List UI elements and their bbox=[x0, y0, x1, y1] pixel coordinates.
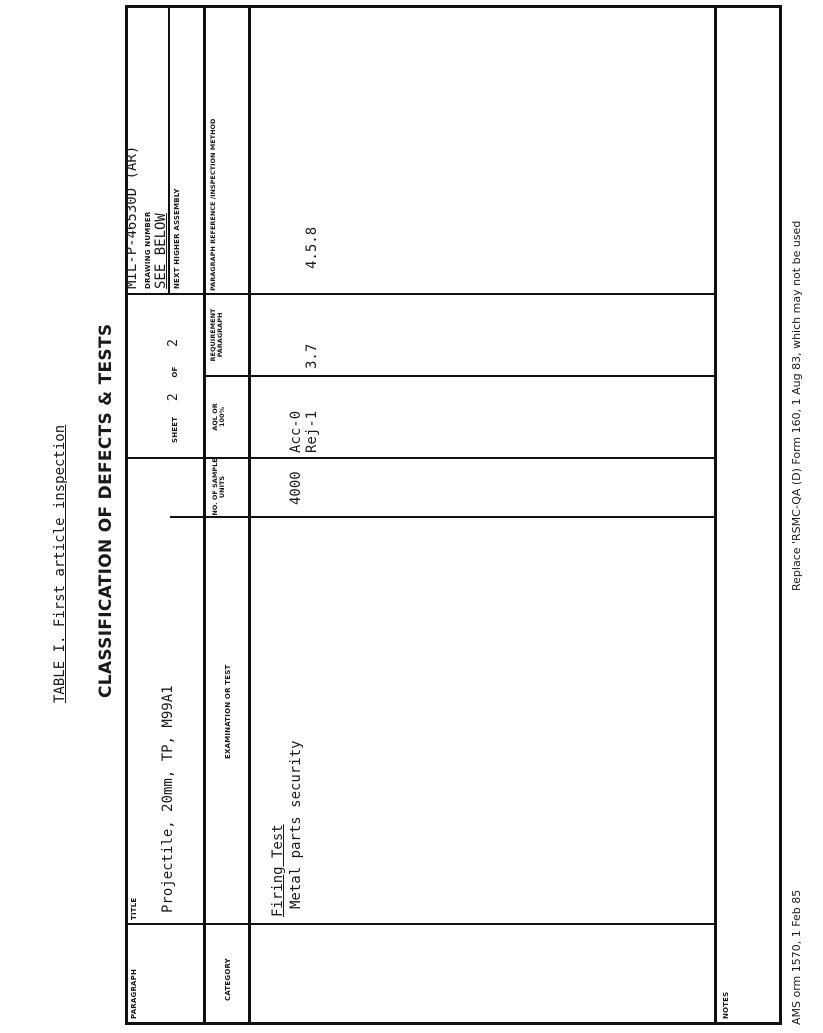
replaces-note: Replace 'RSMC-QA (D) Form 160, 1 Aug 83, which may not be used bbox=[790, 220, 803, 591]
drawing-number-label: DRAWING NUMBER bbox=[144, 211, 152, 289]
section-heading: Firing Test bbox=[270, 824, 286, 917]
main-title: CLASSIFICATION OF DEFECTS & TESTS bbox=[96, 323, 116, 698]
exam-item: Metal parts security bbox=[288, 740, 304, 909]
title-block-divider bbox=[125, 457, 205, 459]
col-exam: EXAMINATION OR TEST bbox=[224, 664, 232, 759]
col-para-ref: PARAGRAPH REFERENCE /INSPECTION METHOD bbox=[209, 118, 217, 291]
next-assembly-label: NEXT HIGHER ASSEMBLY bbox=[173, 188, 181, 289]
sheet-indicator: SHEET 2 OF 2 bbox=[166, 339, 181, 443]
col-category: CATEGORY bbox=[224, 958, 232, 1001]
aql-acc: Acc-0 bbox=[288, 410, 304, 453]
col-aql: AQL OR 100% bbox=[211, 403, 226, 431]
notes-separator bbox=[714, 5, 717, 1025]
aql-req-divider bbox=[205, 375, 717, 377]
exam-sample-divider bbox=[170, 516, 717, 518]
doc-number: MIL-P-46530D (AR) bbox=[124, 145, 140, 289]
requirement-value: 3.7 bbox=[304, 343, 320, 369]
category-divider bbox=[125, 923, 717, 925]
column-header-rule bbox=[248, 5, 251, 1025]
paragraph-label: PARAGRAPH bbox=[130, 968, 138, 1019]
req-ref-divider bbox=[125, 293, 717, 295]
sample-aql-divider bbox=[205, 457, 717, 459]
title-value: Projectile, 20mm, TP, M99A1 bbox=[160, 685, 176, 913]
aql-rej: Rej-1 bbox=[304, 410, 320, 453]
col-sample: NO. OF SAMPLE UNITS bbox=[211, 458, 226, 516]
sample-units: 4000 bbox=[288, 471, 304, 505]
header-divider bbox=[203, 5, 206, 1025]
notes-label: NOTES bbox=[722, 991, 730, 1019]
table-caption: TABLE I. First article inspection bbox=[52, 424, 68, 703]
col-req: REQUIREMENT PARAGRAPH bbox=[209, 308, 224, 362]
title-label: TITLE bbox=[130, 897, 138, 920]
drawing-number-value: SEE BELOW bbox=[153, 213, 169, 289]
form-id: AMS orm 1570, 1 Feb 85 bbox=[790, 889, 803, 1025]
inspection-method-value: 4.5.8 bbox=[304, 226, 320, 269]
